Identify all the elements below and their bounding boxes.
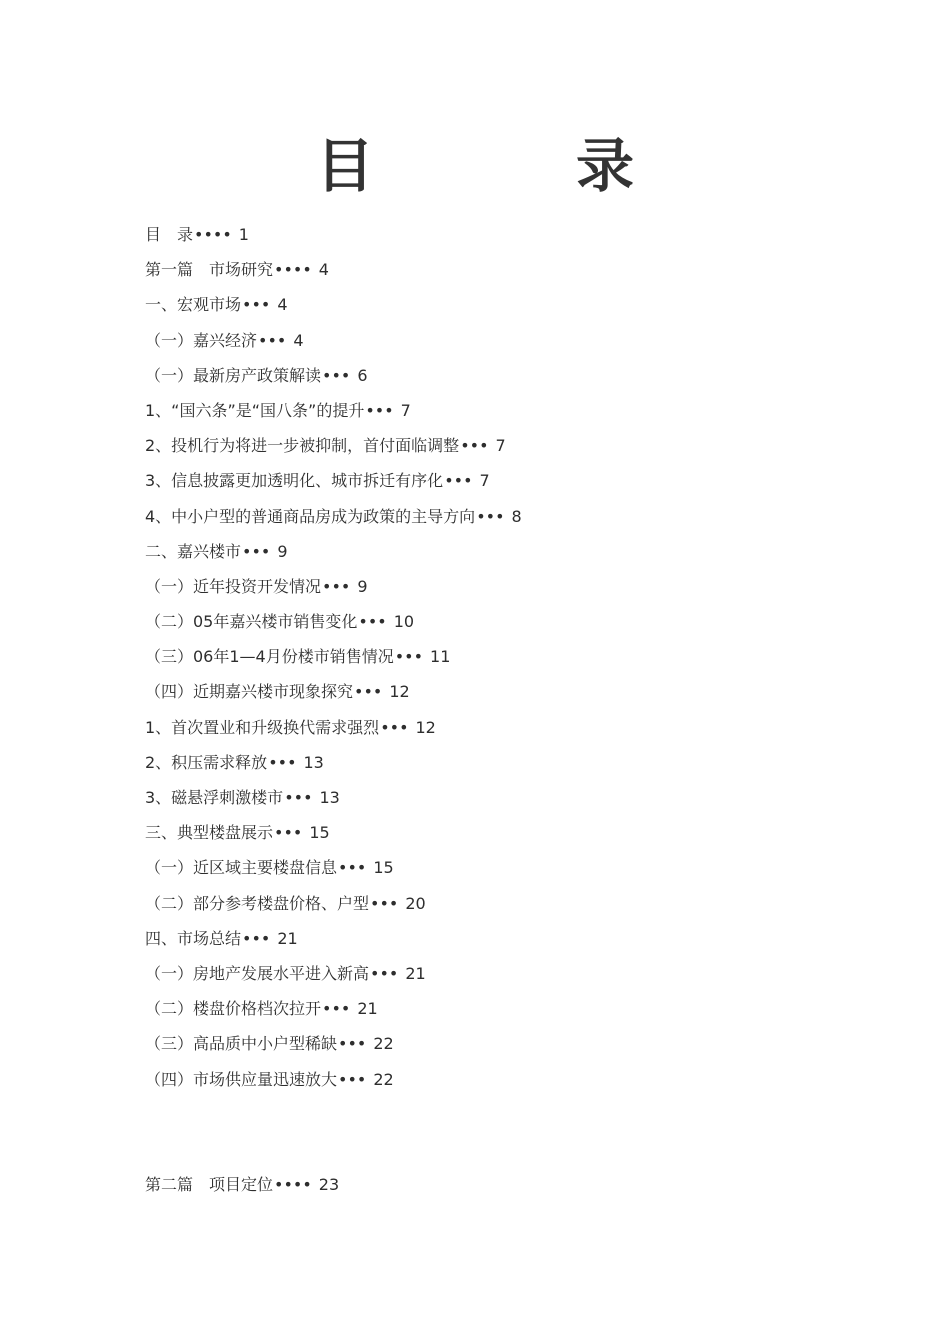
toc-entry-label: （一）近区域主要楼盘信息 (145, 858, 338, 878)
toc-entry-page-number: 10 (393, 612, 415, 632)
toc-entry[interactable] (145, 1172, 845, 1207)
toc-entry-label: （二）部分参考楼盘价格、户型 (145, 893, 370, 913)
toc-entry-leader: •••• (194, 225, 232, 244)
toc-entry-page-number: 4 (293, 330, 304, 350)
toc-entry-page-number: 9 (277, 541, 288, 561)
toc-entry[interactable] (145, 363, 845, 398)
toc-entry-leader: ••• (380, 717, 409, 737)
toc-entry-leader: ••• (242, 295, 271, 315)
toc-entry-label: 4、中小户型的普通商品房成为政策的主导方向 (145, 506, 476, 526)
toc-entry-label: 第二篇 项目定位 (145, 1174, 274, 1194)
toc-entry-page-number: 4 (277, 295, 288, 315)
toc-entry[interactable] (145, 785, 845, 820)
toc-entry[interactable] (145, 855, 845, 890)
toc-entry-label: （三）高品质中小户型稀缺 (145, 1034, 338, 1054)
toc-entry-label: （二）05年嘉兴楼市销售变化 (145, 612, 358, 632)
toc-entry-leader: ••• (242, 541, 271, 561)
toc-entry-leader: ••• (258, 330, 287, 350)
toc-entry-label: （一）嘉兴经济 (145, 330, 258, 350)
toc-entry-leader: ••• (338, 858, 367, 878)
toc-entry-leader: ••• (394, 647, 424, 667)
toc-entry-page-number: 20 (405, 893, 426, 913)
toc-entry-page-number: 9 (357, 576, 368, 596)
toc-entry-leader: •••• (274, 260, 312, 280)
toc-entry-page-number: 21 (357, 999, 378, 1019)
toc-entry-leader: ••• (322, 999, 351, 1019)
toc-entry-page-number: 11 (430, 647, 451, 667)
toc-entry[interactable] (145, 996, 845, 1031)
toc-group-market-research (145, 222, 845, 1102)
toc-entry[interactable] (145, 961, 845, 996)
toc-entry-leader: ••• (460, 436, 489, 456)
toc-entry[interactable] (145, 468, 845, 503)
toc-entry-label: （二）楼盘价格档次拉开 (145, 999, 322, 1019)
toc-entry-label: 3、磁悬浮刺激楼市 (145, 788, 284, 807)
toc-entry-page-number: 21 (277, 928, 298, 948)
toc-entry-label: 1、首次置业和升级换代需求强烈 (145, 717, 380, 737)
toc-entry[interactable] (145, 292, 845, 327)
toc-entry-label: 3、信息披露更加透明化、城市拆迁有序化 (145, 471, 444, 491)
toc-entry-leader: ••• (365, 400, 394, 420)
toc-entry-leader: ••• (476, 506, 505, 526)
toc-entry-leader: ••• (370, 963, 399, 983)
toc-entry-label: 二、嘉兴楼市 (145, 541, 242, 561)
toc-entry-page-number: 12 (415, 717, 436, 737)
toc-entry-page-number: 13 (319, 788, 340, 807)
toc-entry-page-number: 22 (373, 1034, 394, 1054)
toc-entry[interactable] (145, 539, 845, 574)
toc-entry[interactable] (145, 433, 845, 468)
spacer (145, 1102, 845, 1172)
toc-entry-leader: ••• (284, 788, 313, 807)
toc-entry[interactable] (145, 609, 845, 644)
toc-entry[interactable] (145, 891, 845, 926)
toc-entry-leader: ••• (274, 823, 303, 843)
toc-entry[interactable] (145, 574, 845, 609)
toc-entry-leader: ••• (354, 682, 383, 702)
toc-entry-leader: ••• (322, 365, 351, 385)
toc-entry-label: 一、宏观市场 (145, 295, 242, 315)
toc-entry-page-number: 1 (238, 225, 249, 244)
toc-entry-page-number: 15 (309, 823, 330, 843)
table-of-contents (145, 222, 845, 1207)
toc-entry-page-number: 22 (373, 1069, 394, 1089)
toc-entry-leader: ••• (338, 1069, 367, 1089)
toc-entry-leader: ••• (370, 893, 399, 913)
toc-entry-page-number: 6 (357, 365, 368, 385)
toc-entry-page-number: 15 (373, 858, 394, 878)
toc-entry-leader: ••• (338, 1034, 367, 1054)
toc-entry-label: （一）房地产发展水平进入新高 (145, 963, 370, 983)
toc-entry-leader: ••• (358, 612, 387, 632)
toc-entry-label: 2、积压需求释放 (145, 752, 268, 772)
toc-entry-page-number: 21 (405, 963, 426, 983)
toc-entry-label: 三、典型楼盘展示 (145, 823, 274, 843)
toc-entry-page-number: 7 (479, 471, 490, 491)
toc-entry-leader: •••• (274, 1174, 312, 1194)
toc-entry-page-number: 13 (303, 752, 324, 772)
toc-entry[interactable] (145, 926, 845, 961)
toc-entry-label: 四、市场总结 (145, 928, 242, 948)
toc-entry-label: （四）近期嘉兴楼市现象探究 (145, 682, 354, 702)
toc-entry[interactable] (145, 679, 845, 714)
page-title: 目 录 (316, 132, 634, 200)
toc-entry[interactable] (145, 222, 845, 257)
toc-entry[interactable] (145, 504, 845, 539)
toc-entry[interactable] (145, 644, 845, 679)
toc-entry-page-number: 23 (318, 1174, 340, 1194)
toc-entry-label: 第一篇 市场研究 (145, 260, 274, 280)
toc-entry-leader: ••• (322, 576, 351, 596)
toc-entry-label: （四）市场供应量迅速放大 (145, 1069, 338, 1089)
toc-group-project-positioning (145, 1172, 845, 1207)
toc-entry[interactable] (145, 257, 845, 292)
toc-entry-page-number: 12 (389, 682, 410, 702)
toc-entry[interactable] (145, 398, 845, 433)
toc-entry[interactable] (145, 328, 845, 363)
toc-entry-leader: ••• (242, 928, 271, 948)
toc-entry-page-number: 4 (318, 260, 329, 280)
toc-entry-page-number: 7 (495, 436, 506, 456)
toc-entry[interactable] (145, 1031, 845, 1066)
toc-entry-page-number: 8 (511, 506, 522, 526)
toc-entry[interactable] (145, 750, 845, 785)
toc-entry[interactable] (145, 1067, 845, 1102)
toc-entry-label: 1、“国六条”是“国八条”的提升 (145, 400, 365, 420)
toc-entry[interactable] (145, 715, 845, 750)
toc-entry-label: 2、投机行为将进一步被抑制，首付面临调整 (145, 436, 460, 456)
toc-entry-leader: ••• (444, 471, 473, 491)
toc-entry-label: 目 录 (145, 225, 194, 244)
toc-entry[interactable] (145, 820, 845, 855)
toc-entry-leader: ••• (268, 752, 297, 772)
toc-entry-label: （三）06年1—4月份楼市销售情况 (145, 647, 394, 667)
toc-entry-label: （一）近年投资开发情况 (145, 576, 322, 596)
toc-entry-page-number: 7 (400, 400, 411, 420)
toc-entry-label: （一）最新房产政策解读 (145, 365, 322, 385)
